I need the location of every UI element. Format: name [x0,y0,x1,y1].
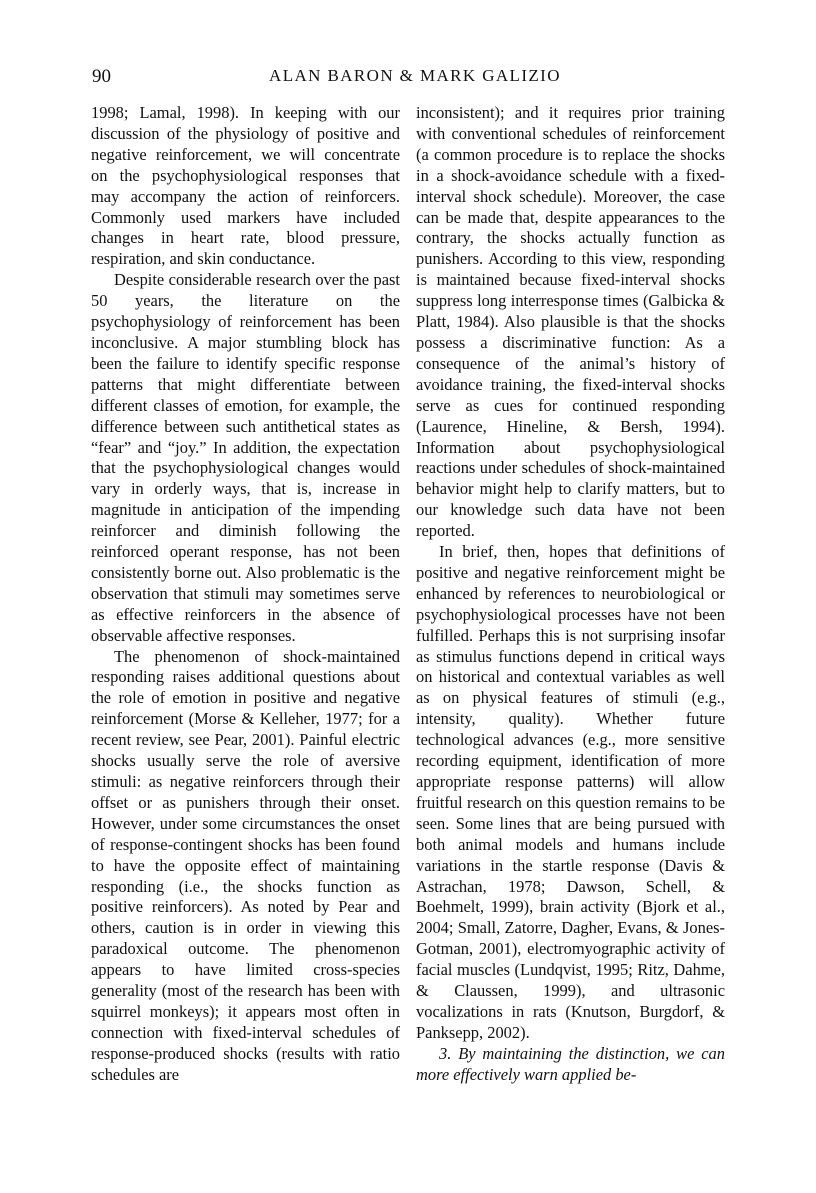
paragraph-in-brief: In brief, then, hopes that definitions of positive and negative reinforcement might be enhanced by references to neurobiological or psychophysiological processes have not been fulfilled. Perhaps this is not surprising insofar as stimulus functions depend in critical ways on historical and contextual variables as well as on physical features of stimuli (e.g., intensity, quality). Whether future technological advances (e.g., more sensitive recording equipment, identification of more appropriate response patterns) will allow fruitful research on this question remains to be seen. Some lines that are being pursued with both animal models and humans include variations in the startle response (Davis & Astrachan, 1978; Dawson, Schell, & Boehmelt, 1999), brain activity (Bjork et al., 2004; Small, Zatorre, Dagher, Evans, & Jones-Gotman, 2001), electromyographic activity of facial muscles (Lundqvist, 1995; Ritz, Dahme, & Claussen, 1999), and ultrasonic vocalizations in rats (Knutson, Burgdorf, & Panksepp, 2002). [416,542,725,1042]
running-head: ALAN BARON & MARK GALIZIO [269,66,561,85]
paragraph-point-3: 3. By maintaining the distinction, we can more effectively warn applied be- [416,1043,725,1084]
left-column [91,103,400,1086]
paragraph-continuation: 1998; Lamal, 1998). In keeping with our discussion of the physiology of positive and negative reinforcement, we will concentrate on the psychophysiological responses that may accompany the action of reinforcers. Commonly used markers have included changes in heart rate, blood pressure, respiration, and skin conductance. [91,103,400,269]
paragraph-shock-maintained-responding: The phenomenon of shock-maintained responding raises additional questions about the role of emotion in positive and negative reinforcement (Morse & Kelleher, 1977; for a recent review, see Pear, 2001). Painful electric shocks usually serve the role of aversive stimuli: as negative reinforcers through their offset or as punishers through their onset. However, under some circumstances the onset of response-contingent shocks has been found to have the opposite effect of maintaining responding (i.e., the shocks function as positive reinforcers). As noted by Pear and others, caution is in order in viewing this paradoxical outcome. The phenomenon appears to have limited cross-species generality (most of the research has been with squirrel monkeys); it appears most often in connection with fixed-interval schedules of response-produced shocks (results with ratio schedules are [91,646,400,1084]
paragraph-psychophysiology-research: Despite considerable research over the past 50 years, the literature on the psychophysiology of reinforcement has been inconclusive. A major stumbling block has been the failure to identify specific response patterns that might differentiate between different classes of emotion, for example, the difference between such antithetical states as “fear” and “joy.” In addition, the expectation that the psychophysiological changes would vary in orderly ways, that is, increase in magnitude in anticipation of the impending reinforcer and diminish following the reinforced operant response, has not been consistently borne out. Also problematic is the observation that stimuli may sometimes serve as effective reinforcers in the absence of observable affective responses. [91,270,400,645]
page-number: 90 [92,66,111,87]
paragraph-continuation-right: inconsistent); and it requires prior training with conventional schedules of reinforcement (a common procedure is to replace the shocks in a shock-avoidance schedule with a fixed-interval shock schedule). Moreover, the case can be made that, despite appearances to the contrary, the shocks actually function as punishers. According to this view, responding is maintained because fixed-interval shocks suppress long interresponse times (Galbicka & Platt, 1984). Also plausible is that the shocks possess a discriminative function: As a consequence of the animal’s history of avoidance training, the fixed-interval shocks serve as cues for continued responding (Laurence, Hineline, & Bersh, 1994). Information about psychophysiological reactions under schedules of shock-maintained behavior might help to clarify matters, but to our knowledge such data have not been reported. [416,103,725,541]
right-column [416,103,725,1086]
